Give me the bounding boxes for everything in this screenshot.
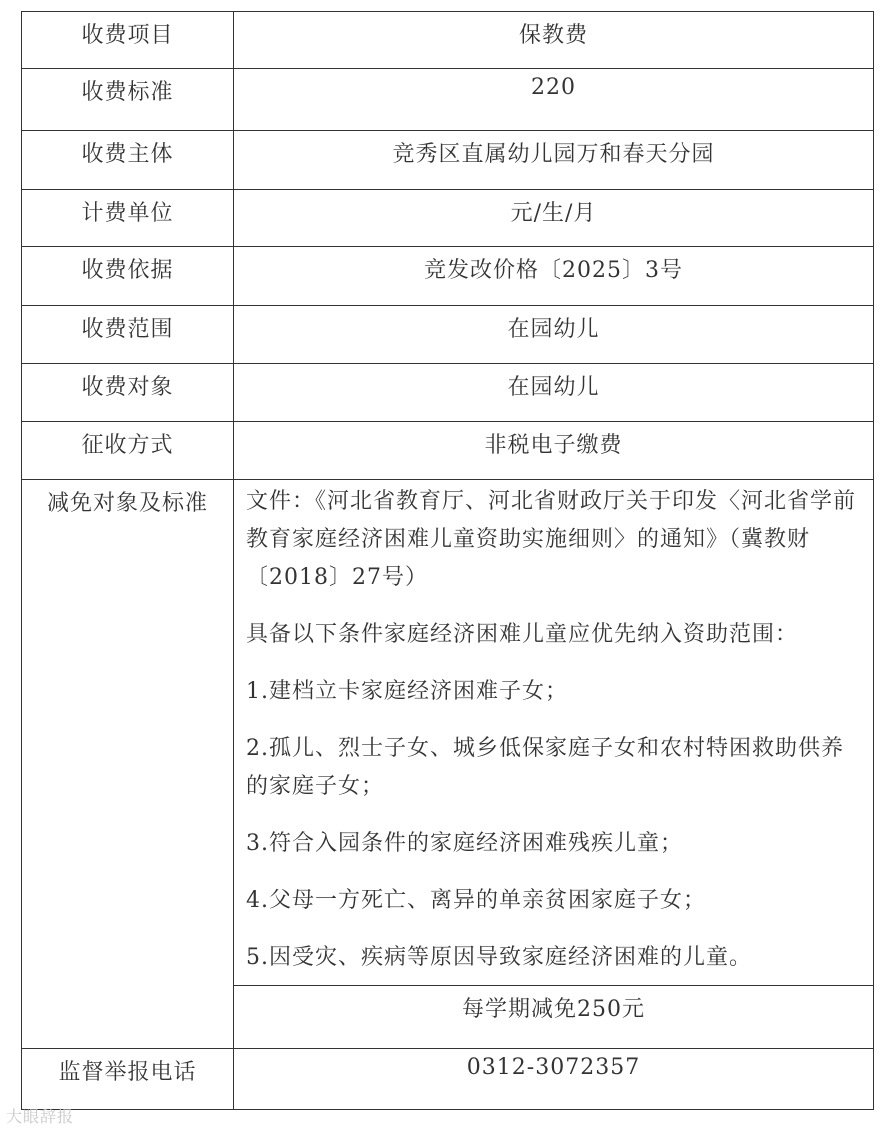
row-value: 元/生/月	[234, 190, 874, 247]
table-row	[22, 190, 874, 247]
reduction-row	[22, 480, 874, 986]
row-value: 竞发改价格〔2025〕3号	[234, 247, 874, 306]
fee-info-table	[21, 11, 874, 1110]
row-value: 竞秀区直属幼儿园万和春天分园	[234, 131, 874, 190]
table-row	[22, 131, 874, 190]
row-label: 收费对象	[22, 364, 234, 422]
row-label: 收费标准	[22, 69, 234, 131]
reduction-amount: 每学期减免250元	[234, 986, 874, 1049]
reduction-label: 减免对象及标准	[22, 480, 234, 1049]
table-row	[22, 1049, 874, 1110]
hotline-label: 监督举报电话	[22, 1049, 234, 1110]
table-row	[22, 422, 874, 480]
reduction-details	[234, 480, 874, 986]
hotline-number: 0312-3072357	[234, 1049, 874, 1110]
row-label: 计费单位	[22, 190, 234, 247]
eligibility-item: 2.孤儿、烈士子女、城乡低保家庭子女和农村特困救助供养的家庭子女；	[246, 736, 844, 799]
row-label: 收费依据	[22, 247, 234, 306]
policy-document: 文件：《河北省教育厅、河北省财政厅关于印发〈河北省学前教育家庭经济困难儿童资助实施细则〉的通知》（冀教财〔2018〕27号）	[246, 489, 857, 590]
row-value: 在园幼儿	[234, 364, 874, 422]
row-label: 收费主体	[22, 131, 234, 190]
table-row	[22, 364, 874, 422]
row-value: 220	[234, 69, 874, 131]
eligibility-intro: 具备以下条件家庭经济困难儿童应优先纳入资助范围：	[246, 622, 799, 647]
table-row	[22, 247, 874, 306]
table-row	[22, 306, 874, 364]
watermark: 大眼辞报	[6, 1107, 75, 1126]
row-value: 保教费	[234, 12, 874, 69]
row-value: 在园幼儿	[234, 306, 874, 364]
eligibility-item: 1.建档立卡家庭经济困难子女；	[246, 679, 568, 704]
row-label: 征收方式	[22, 422, 234, 480]
table-row	[22, 69, 874, 131]
table-row	[22, 12, 874, 69]
eligibility-item: 5.因受灾、疾病等原因导致家庭经济困难的儿童。	[246, 945, 752, 970]
row-label: 收费项目	[22, 12, 234, 69]
row-label: 收费范围	[22, 306, 234, 364]
eligibility-item: 3.符合入园条件的家庭经济困难残疾儿童；	[246, 831, 683, 856]
row-value: 非税电子缴费	[234, 422, 874, 480]
eligibility-item: 4.父母一方死亡、离异的单亲贫困家庭子女；	[246, 888, 706, 913]
